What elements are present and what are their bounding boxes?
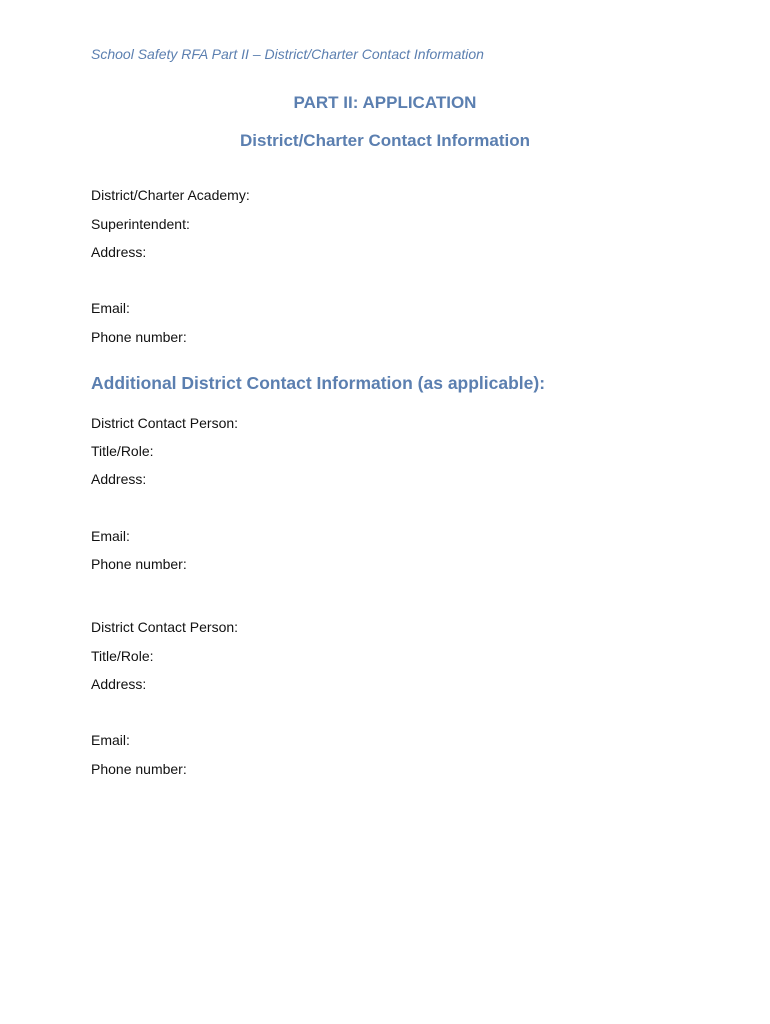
contact-person-label: District Contact Person: bbox=[91, 619, 239, 635]
address-label: Address: bbox=[91, 676, 147, 692]
email-label: Email: bbox=[91, 300, 130, 316]
superintendent-label: Superintendent: bbox=[91, 216, 190, 232]
district-academy-label: District/Charter Academy: bbox=[91, 187, 250, 203]
phone-label: Phone number: bbox=[91, 329, 187, 345]
title-role-label: Title/Role: bbox=[91, 443, 154, 459]
contact-person-label: District Contact Person: bbox=[91, 415, 239, 431]
running-header: School Safety RFA Part II – District/Charter Contact Information bbox=[91, 46, 484, 62]
email-label: Email: bbox=[91, 732, 130, 748]
part-title: PART II: APPLICATION bbox=[293, 93, 477, 112]
section-title: District/Charter Contact Information bbox=[240, 131, 530, 150]
title-role-label: Title/Role: bbox=[91, 648, 154, 664]
email-label: Email: bbox=[91, 528, 130, 544]
address-label: Address: bbox=[91, 244, 147, 260]
phone-label: Phone number: bbox=[91, 556, 187, 572]
additional-contact-title: Additional District Contact Information (as applicable): bbox=[91, 373, 546, 393]
address-label: Address: bbox=[91, 471, 147, 487]
phone-label: Phone number: bbox=[91, 761, 187, 777]
